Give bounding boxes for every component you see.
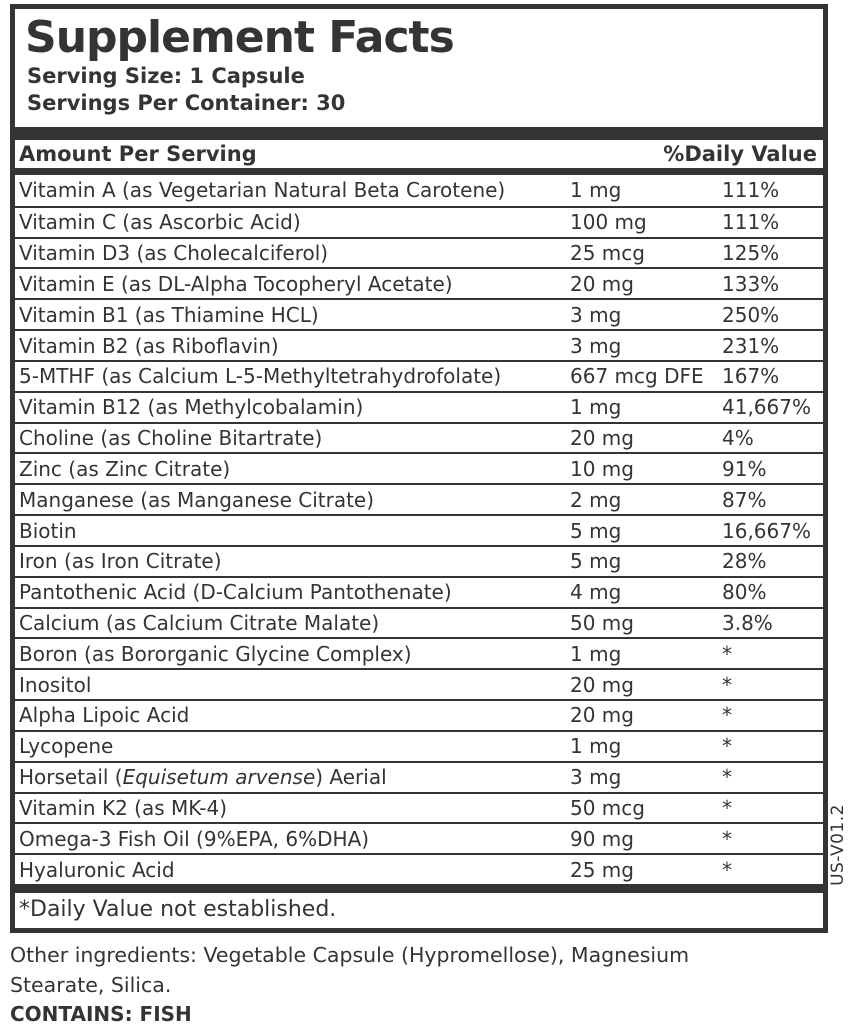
ingredient-amount: 1 mg [570,641,622,666]
table-row [15,668,823,699]
table-row [15,237,823,268]
ingredient-amount: 50 mg [570,611,634,635]
ingredient-daily-value: 133% [722,271,780,296]
table-row [15,206,823,237]
ingredient-daily-value: 111% [722,178,780,203]
table-row [15,175,823,206]
table-header-row [15,140,823,168]
ingredient-name: Hyaluronic Acid [19,857,175,882]
ingredient-name: Boron (as Bororganic Glycine Complex) [19,641,412,666]
daily-value-footnote: *Daily Value not established. [19,897,337,923]
ingredient-name: Calcium (as Calcium Citrate Malate) [19,611,380,635]
ingredient-daily-value: * [722,765,732,790]
ingredient-amount: 20 mg [570,672,634,697]
ingredient-amount: 3 mg [570,333,622,358]
servings-per-container: Servings Per Container: 30 [27,91,346,115]
ingredient-name: Horsetail (Equisetum arvense) Aerial [19,765,387,790]
ingredient-daily-value: 125% [722,241,780,266]
amount-per-serving-label: Amount Per Serving [19,142,257,166]
table-row [15,452,823,483]
ingredient-daily-value: 4% [722,426,754,451]
ingredient-daily-value: * [722,734,732,759]
ingredient-name: Zinc (as Zinc Citrate) [19,456,231,481]
table-row [15,607,823,638]
divider-above-footnote [15,884,823,893]
ingredient-amount: 25 mg [570,857,634,882]
ingredient-name: Omega-3 Fish Oil (9%EPA, 6%DHA) [19,826,370,851]
ingredient-name: Inositol [19,672,92,697]
ingredient-amount: 5 mg [570,549,622,574]
ingredient-daily-value: 28% [722,549,767,574]
table-row [15,853,823,884]
ingredient-amount: 1 mg [570,734,622,759]
ingredient-amount: 667 mcg DFE [570,364,704,389]
ingredient-daily-value: 91% [722,456,767,481]
table-row [15,298,823,329]
ingredient-daily-value: * [722,672,732,697]
ingredient-daily-value: * [722,857,732,882]
ingredient-name: Vitamin D3 (as Cholecalciferol) [19,241,329,266]
ingredient-amount: 5 mg [570,518,622,543]
serving-size: Serving Size: 1 Capsule [27,64,305,88]
table-row [15,391,823,422]
ingredient-daily-value: 231% [722,333,780,358]
ingredient-daily-value: 111% [722,210,780,235]
table-row [15,514,823,545]
ingredient-name: Choline (as Choline Bitartrate) [19,426,323,451]
version-code: US-V01.2 [828,804,848,886]
ingredient-name: Vitamin C (as Ascorbic Acid) [19,210,301,235]
ingredient-amount: 10 mg [570,456,634,481]
ingredient-daily-value: 87% [722,487,767,512]
ingredient-amount: 20 mg [570,703,634,728]
table-row [15,822,823,853]
table-row [15,422,823,453]
table-row [15,267,823,298]
supplement-facts-panel [10,4,828,933]
panel-title: Supplement Facts [25,12,454,63]
ingredient-name: Vitamin E (as DL-Alpha Tocopheryl Acetate) [19,271,453,296]
allergen-statement: CONTAINS: FISH [10,1002,192,1024]
ingredient-name: Lycopene [19,734,114,759]
ingredient-name: 5-MTHF (as Calcium L-5-Methyltetrahydrofolate) [19,364,502,389]
daily-value-label: %Daily Value [663,142,817,166]
ingredient-name: Vitamin B12 (as Methylcobalamin) [19,395,364,420]
ingredient-amount: 100 mg [570,210,647,235]
ingredient-name: Vitamin K2 (as MK-4) [19,795,228,820]
ingredient-daily-value: * [722,795,732,820]
ingredient-amount: 25 mcg [570,241,645,266]
ingredient-name: Manganese (as Manganese Citrate) [19,487,375,512]
ingredient-amount: 3 mg [570,302,622,327]
table-row [15,329,823,360]
ingredient-name: Iron (as Iron Citrate) [19,549,222,574]
ingredient-name: Biotin [19,518,77,543]
table-row [15,730,823,761]
table-row [15,576,823,607]
ingredient-name: Vitamin B1 (as Thiamine HCL) [19,302,319,327]
table-row [15,792,823,823]
ingredient-name: Vitamin B2 (as Riboflavin) [19,333,279,358]
ingredient-name: Alpha Lipoic Acid [19,703,190,728]
ingredient-daily-value: 3.8% [722,611,773,635]
ingredient-daily-value: * [722,641,732,666]
table-row [15,761,823,792]
divider-thick-top [15,127,823,140]
ingredient-daily-value: * [722,826,732,851]
ingredient-amount: 90 mg [570,826,634,851]
ingredient-amount: 50 mcg [570,795,645,820]
table-row [15,637,823,668]
table-row [15,699,823,730]
ingredient-amount: 1 mg [570,178,622,203]
ingredient-rows [15,175,823,884]
ingredient-daily-value: 250% [722,302,780,327]
divider-below-header [15,168,823,175]
ingredient-daily-value: * [722,703,732,728]
table-row [15,545,823,576]
ingredient-daily-value: 41,667% [722,395,811,420]
ingredient-name: Vitamin A (as Vegetarian Natural Beta Carotene) [19,178,506,203]
ingredient-amount: 3 mg [570,765,622,790]
ingredient-name: Pantothenic Acid (D-Calcium Pantothenate) [19,580,452,605]
ingredient-daily-value: 80% [722,580,767,605]
ingredient-amount: 2 mg [570,487,622,512]
table-row [15,360,823,391]
ingredient-daily-value: 167% [722,364,780,389]
ingredient-amount: 20 mg [570,271,634,296]
ingredient-daily-value: 16,667% [722,518,811,543]
ingredient-amount: 20 mg [570,426,634,451]
ingredient-amount: 4 mg [570,580,622,605]
table-row [15,483,823,514]
ingredient-amount: 1 mg [570,395,622,420]
other-ingredients-text: Other ingredients: Vegetable Capsule (Hypromellose), Magnesium Stearate, Silica. [10,943,690,997]
